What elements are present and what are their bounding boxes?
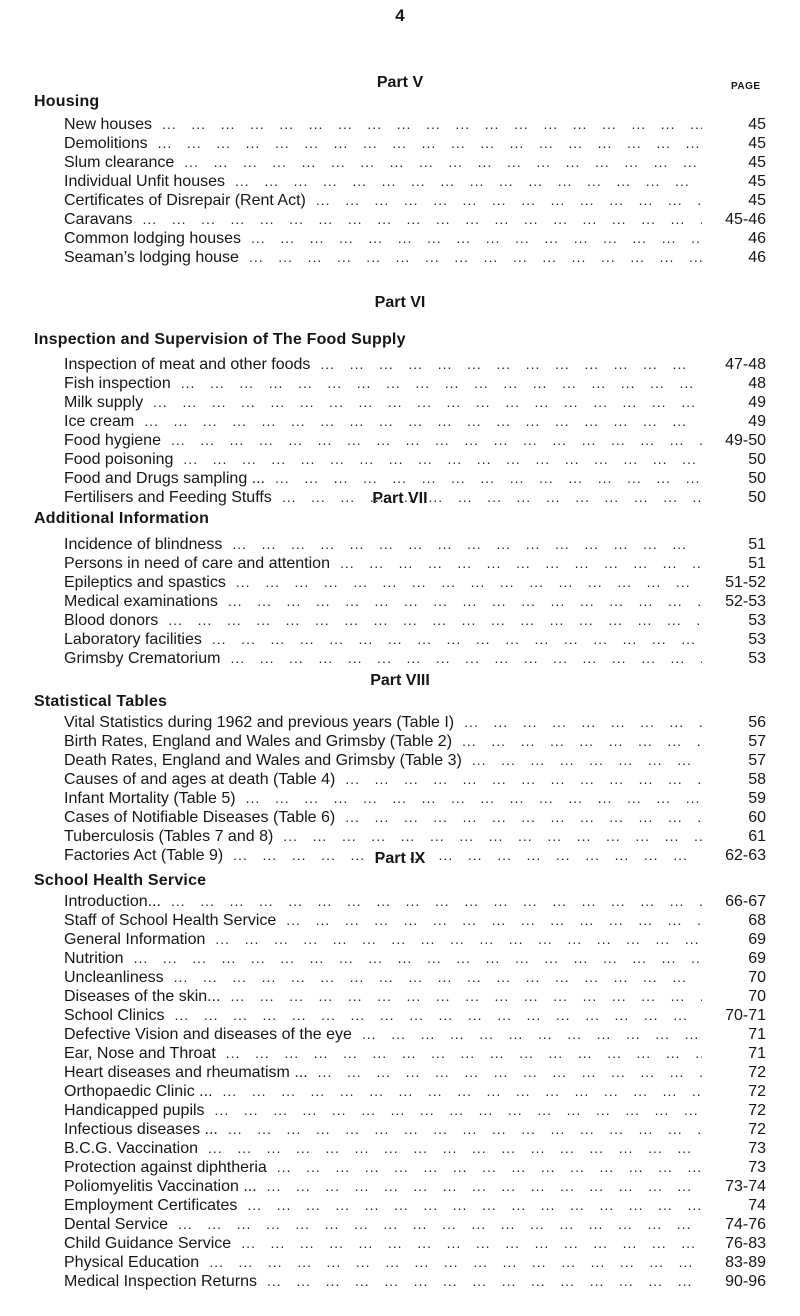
toc-entry-page: 50 bbox=[748, 451, 766, 468]
toc-entry bbox=[64, 192, 766, 211]
dot-leader bbox=[181, 375, 702, 391]
dot-leader bbox=[275, 470, 702, 486]
toc-entry-page: 49-50 bbox=[725, 432, 766, 449]
toc-entry-label: B.C.G. Vaccination bbox=[64, 1140, 198, 1157]
toc-entry bbox=[64, 1102, 766, 1121]
toc-entry-label: Food hygiene bbox=[64, 432, 161, 449]
toc-entry bbox=[64, 356, 766, 375]
toc-entry bbox=[64, 574, 766, 593]
toc-entry-label: Vital Statistics during 1962 and previous years (Table I) bbox=[64, 714, 455, 731]
part-vii-title: Part VII bbox=[372, 490, 428, 507]
toc-entry-label: Physical Education bbox=[64, 1254, 200, 1271]
additional-information-entries bbox=[64, 536, 766, 669]
toc-entry bbox=[64, 771, 766, 790]
toc-entry-label: Protection against diphtheria bbox=[64, 1159, 267, 1176]
toc-entry-label: Handicapped pupils bbox=[64, 1102, 205, 1119]
toc-entry bbox=[64, 1273, 766, 1292]
toc-entry-label: Infant Mortality (Table 5) bbox=[64, 790, 236, 807]
toc-entry-label: New houses bbox=[64, 116, 153, 133]
toc-entry-label: Certificates of Disrepair (Rent Act) bbox=[64, 192, 306, 209]
dot-leader bbox=[228, 1121, 702, 1137]
dot-leader bbox=[267, 1273, 702, 1289]
toc-entry bbox=[64, 116, 766, 135]
toc-entry-page: 51 bbox=[748, 555, 766, 572]
toc-entry bbox=[64, 470, 766, 489]
toc-entry-page: 72 bbox=[748, 1121, 766, 1138]
toc-entry-page: 51-52 bbox=[725, 574, 766, 591]
toc-entry-label: Orthopaedic Clinic ... bbox=[64, 1083, 213, 1100]
toc-entry-label: Factories Act (Table 9) bbox=[64, 847, 224, 864]
dot-leader bbox=[142, 211, 702, 227]
toc-entry-label: School Clinics bbox=[64, 1007, 165, 1024]
toc-entry-label: Tuberculosis (Tables 7 and 8) bbox=[64, 828, 274, 845]
toc-entry-label: Blood donors bbox=[64, 612, 159, 629]
dot-leader bbox=[251, 230, 702, 246]
toc-entry-page: 61 bbox=[748, 828, 766, 845]
toc-entry bbox=[64, 893, 766, 912]
toc-entry-label: Food and Drugs sampling ... bbox=[64, 470, 265, 487]
toc-entry bbox=[64, 714, 766, 733]
toc-entry-label: Ear, Nose and Throat bbox=[64, 1045, 216, 1062]
toc-entry-page: 70 bbox=[748, 969, 766, 986]
toc-entry-page: 45 bbox=[748, 116, 766, 133]
dot-leader bbox=[208, 1140, 702, 1156]
toc-entry bbox=[64, 1235, 766, 1254]
part-ix-title: Part IX bbox=[374, 850, 426, 867]
toc-entry-label: Medical Inspection Returns bbox=[64, 1273, 257, 1290]
dot-leader bbox=[183, 451, 702, 467]
dot-leader bbox=[362, 1026, 702, 1042]
toc-entry-page: 73 bbox=[748, 1140, 766, 1157]
dot-leader bbox=[226, 1045, 702, 1061]
toc-entry-page: 76-83 bbox=[725, 1235, 766, 1252]
toc-entry-label: Death Rates, England and Wales and Grimsby (Table 3) bbox=[64, 752, 462, 769]
dot-leader bbox=[340, 555, 702, 571]
toc-entry-page: 50 bbox=[748, 489, 766, 506]
food-supply-heading: Inspection and Supervision of The Food Supply bbox=[34, 331, 406, 348]
toc-entry-label: Fertilisers and Feeding Stuffs bbox=[64, 489, 272, 506]
toc-entry-page: 62-63 bbox=[725, 847, 766, 864]
toc-entry-page: 45 bbox=[748, 173, 766, 190]
toc-entry-label: Common lodging houses bbox=[64, 230, 241, 247]
page-column-label: PAGE bbox=[731, 81, 761, 92]
toc-entry bbox=[64, 394, 766, 413]
toc-entry bbox=[64, 1064, 766, 1083]
toc-entry-label: Dental Service bbox=[64, 1216, 169, 1233]
toc-entry-label: Epileptics and spastics bbox=[64, 574, 226, 591]
toc-entry bbox=[64, 1254, 766, 1273]
dot-leader bbox=[153, 394, 702, 410]
toc-entry-page: 70-71 bbox=[725, 1007, 766, 1024]
dot-leader bbox=[464, 714, 702, 730]
toc-entry-label: Persons in need of care and attention bbox=[64, 555, 330, 572]
toc-entry-label: Ice cream bbox=[64, 413, 135, 430]
dot-leader bbox=[345, 809, 702, 825]
toc-entry bbox=[64, 1178, 766, 1197]
dot-leader bbox=[215, 931, 702, 947]
dot-leader bbox=[320, 356, 702, 372]
toc-entry-page: 45 bbox=[748, 135, 766, 152]
toc-entry bbox=[64, 1140, 766, 1159]
toc-entry bbox=[64, 173, 766, 192]
toc-entry bbox=[64, 733, 766, 752]
toc-entry-page: 46 bbox=[748, 249, 766, 266]
toc-entry-label: Demolitions bbox=[64, 135, 148, 152]
toc-entry-page: 45-46 bbox=[725, 211, 766, 228]
dot-leader bbox=[318, 1064, 702, 1080]
dot-leader bbox=[230, 650, 702, 666]
toc-entry-page: 74-76 bbox=[725, 1216, 766, 1233]
page-number: 4 bbox=[395, 6, 405, 25]
toc-entry-page: 59 bbox=[748, 790, 766, 807]
toc-entry bbox=[64, 375, 766, 394]
part-vi-title: Part VI bbox=[374, 294, 426, 311]
toc-entry bbox=[64, 230, 766, 249]
dot-leader bbox=[223, 1083, 702, 1099]
toc-entry-label: Birth Rates, England and Wales and Grimsby (Table 2) bbox=[64, 733, 453, 750]
school-health-service-heading: School Health Service bbox=[34, 872, 207, 889]
toc-entry-page: 57 bbox=[748, 733, 766, 750]
toc-entry-page: 69 bbox=[748, 931, 766, 948]
toc-entry-label: Fish inspection bbox=[64, 375, 171, 392]
toc-entry-label: Grimsby Crematorium bbox=[64, 650, 221, 667]
toc-entry-page: 73 bbox=[748, 1159, 766, 1176]
dot-leader bbox=[246, 790, 702, 806]
dot-leader bbox=[235, 173, 702, 189]
toc-entry-label: General Information bbox=[64, 931, 206, 948]
toc-entry-page: 46 bbox=[748, 230, 766, 247]
toc-entry-page: 72 bbox=[748, 1102, 766, 1119]
dot-leader bbox=[247, 1197, 702, 1213]
statistical-tables-heading: Statistical Tables bbox=[34, 693, 168, 710]
dot-leader bbox=[215, 1102, 702, 1118]
toc-entry bbox=[64, 809, 766, 828]
toc-entry-page: 60 bbox=[748, 809, 766, 826]
dot-leader bbox=[345, 771, 702, 787]
part-viii-title: Part VIII bbox=[370, 672, 430, 689]
toc-entry-label: Defective Vision and diseases of the eye bbox=[64, 1026, 352, 1043]
toc-entry-page: 45 bbox=[748, 192, 766, 209]
dot-leader bbox=[209, 1254, 702, 1270]
toc-entry bbox=[64, 969, 766, 988]
toc-entry-label: Laboratory facilities bbox=[64, 631, 202, 648]
toc-entry bbox=[64, 1083, 766, 1102]
dot-leader bbox=[144, 413, 702, 429]
toc-entry-label: Caravans bbox=[64, 211, 133, 228]
toc-entry-page: 70 bbox=[748, 988, 766, 1005]
dot-leader bbox=[232, 536, 702, 552]
housing-entries bbox=[64, 116, 766, 268]
toc-entry bbox=[64, 912, 766, 931]
toc-entry bbox=[64, 988, 766, 1007]
toc-entry-page: 68 bbox=[748, 912, 766, 929]
dot-leader bbox=[236, 574, 702, 590]
dot-leader bbox=[241, 1235, 702, 1251]
toc-entry bbox=[64, 752, 766, 771]
dot-leader bbox=[212, 631, 702, 647]
toc-entry-page: 71 bbox=[748, 1045, 766, 1062]
dot-leader bbox=[171, 893, 702, 909]
toc-entry-page: 74 bbox=[748, 1197, 766, 1214]
toc-entry-label: Causes of and ages at death (Table 4) bbox=[64, 771, 336, 788]
dot-leader bbox=[277, 1159, 702, 1175]
toc-entry-label: Diseases of the skin... bbox=[64, 988, 221, 1005]
toc-entry bbox=[64, 1197, 766, 1216]
toc-entry-label: Slum clearance bbox=[64, 154, 175, 171]
dot-leader bbox=[168, 612, 702, 628]
toc-entry-label: Cases of Notifiable Diseases (Table 6) bbox=[64, 809, 336, 826]
toc-entry bbox=[64, 828, 766, 847]
toc-entry-page: 56 bbox=[748, 714, 766, 731]
toc-entry bbox=[64, 135, 766, 154]
toc-entry bbox=[64, 1007, 766, 1026]
toc-entry-label: Medical examinations bbox=[64, 593, 218, 610]
toc-entry bbox=[64, 1026, 766, 1045]
part-v-title: Part V bbox=[376, 74, 424, 91]
toc-entry bbox=[64, 593, 766, 612]
toc-entry-label: Heart diseases and rheumatism ... bbox=[64, 1064, 308, 1081]
toc-entry bbox=[64, 413, 766, 432]
toc-entry bbox=[64, 154, 766, 173]
toc-entry-page: 58 bbox=[748, 771, 766, 788]
toc-entry-page: 51 bbox=[748, 536, 766, 553]
toc-entry bbox=[64, 650, 766, 669]
dot-leader bbox=[178, 1216, 702, 1232]
toc-entry bbox=[64, 1216, 766, 1235]
housing-heading: Housing bbox=[34, 93, 100, 110]
toc-entry bbox=[64, 931, 766, 950]
toc-entry-label: Employment Certificates bbox=[64, 1197, 238, 1214]
toc-entry-label: Food poisoning bbox=[64, 451, 174, 468]
toc-entry-label: Uncleanliness bbox=[64, 969, 164, 986]
toc-entry-page: 69 bbox=[748, 950, 766, 967]
toc-entry-page: 66-67 bbox=[725, 893, 766, 910]
toc-entry-label: Incidence of blindness bbox=[64, 536, 223, 553]
toc-entry bbox=[64, 1121, 766, 1140]
toc-entry-page: 72 bbox=[748, 1083, 766, 1100]
toc-entry bbox=[64, 1159, 766, 1178]
toc-entry-page: 83-89 bbox=[725, 1254, 766, 1271]
statistical-tables-entries bbox=[64, 714, 766, 866]
toc-entry-label: Inspection of meat and other foods bbox=[64, 356, 311, 373]
toc-entry-page: 90-96 bbox=[725, 1273, 766, 1290]
dot-leader bbox=[286, 912, 702, 928]
toc-entry-label: Seaman’s lodging house bbox=[64, 249, 239, 266]
dot-leader bbox=[134, 950, 702, 966]
toc-entry bbox=[64, 612, 766, 631]
dot-leader bbox=[171, 432, 702, 448]
toc-entry-page: 47-48 bbox=[725, 356, 766, 373]
toc-entry bbox=[64, 950, 766, 969]
dot-leader bbox=[462, 733, 702, 749]
additional-information-heading: Additional Information bbox=[34, 510, 210, 527]
toc-entry-label: Infectious diseases ... bbox=[64, 1121, 218, 1138]
toc-entry-page: 57 bbox=[748, 752, 766, 769]
toc-entry-page: 45 bbox=[748, 154, 766, 171]
toc-entry-page: 50 bbox=[748, 470, 766, 487]
dot-leader bbox=[162, 116, 702, 132]
toc-entry-label: Milk supply bbox=[64, 394, 144, 411]
toc-entry bbox=[64, 790, 766, 809]
toc-entry-page: 72 bbox=[748, 1064, 766, 1081]
dot-leader bbox=[174, 969, 702, 985]
toc-entry-page: 52-53 bbox=[725, 593, 766, 610]
toc-entry-page: 53 bbox=[748, 631, 766, 648]
toc-entry-page: 53 bbox=[748, 612, 766, 629]
toc-entry-label: Staff of School Health Service bbox=[64, 912, 277, 929]
toc-entry bbox=[64, 536, 766, 555]
toc-entry-label: Individual Unfit houses bbox=[64, 173, 225, 190]
dot-leader bbox=[472, 752, 702, 768]
toc-entry-page: 49 bbox=[748, 394, 766, 411]
toc-entry bbox=[64, 451, 766, 470]
dot-leader bbox=[283, 828, 702, 844]
dot-leader bbox=[267, 1178, 702, 1194]
dot-leader bbox=[316, 192, 702, 208]
dot-leader bbox=[249, 249, 702, 265]
toc-entry-label: Nutrition bbox=[64, 950, 124, 967]
toc-entry bbox=[64, 211, 766, 230]
toc-entry bbox=[64, 249, 766, 268]
toc-entry-label: Child Guidance Service bbox=[64, 1235, 232, 1252]
dot-leader bbox=[174, 1007, 702, 1023]
food-supply-entries bbox=[64, 356, 766, 508]
toc-entry bbox=[64, 432, 766, 451]
school-health-service-entries bbox=[64, 893, 766, 1292]
toc-entry bbox=[64, 631, 766, 650]
dot-leader bbox=[231, 988, 702, 1004]
toc-entry-page: 53 bbox=[748, 650, 766, 667]
dot-leader bbox=[228, 593, 702, 609]
toc-entry-page: 49 bbox=[748, 413, 766, 430]
toc-entry bbox=[64, 555, 766, 574]
dot-leader bbox=[184, 154, 702, 170]
toc-entry-label: Poliomyelitis Vaccination ... bbox=[64, 1178, 257, 1195]
toc-entry bbox=[64, 1045, 766, 1064]
toc-entry-page: 48 bbox=[748, 375, 766, 392]
dot-leader bbox=[158, 135, 702, 151]
toc-entry-label: Introduction... bbox=[64, 893, 161, 910]
toc-entry-page: 73-74 bbox=[725, 1178, 766, 1195]
toc-entry-page: 71 bbox=[748, 1026, 766, 1043]
